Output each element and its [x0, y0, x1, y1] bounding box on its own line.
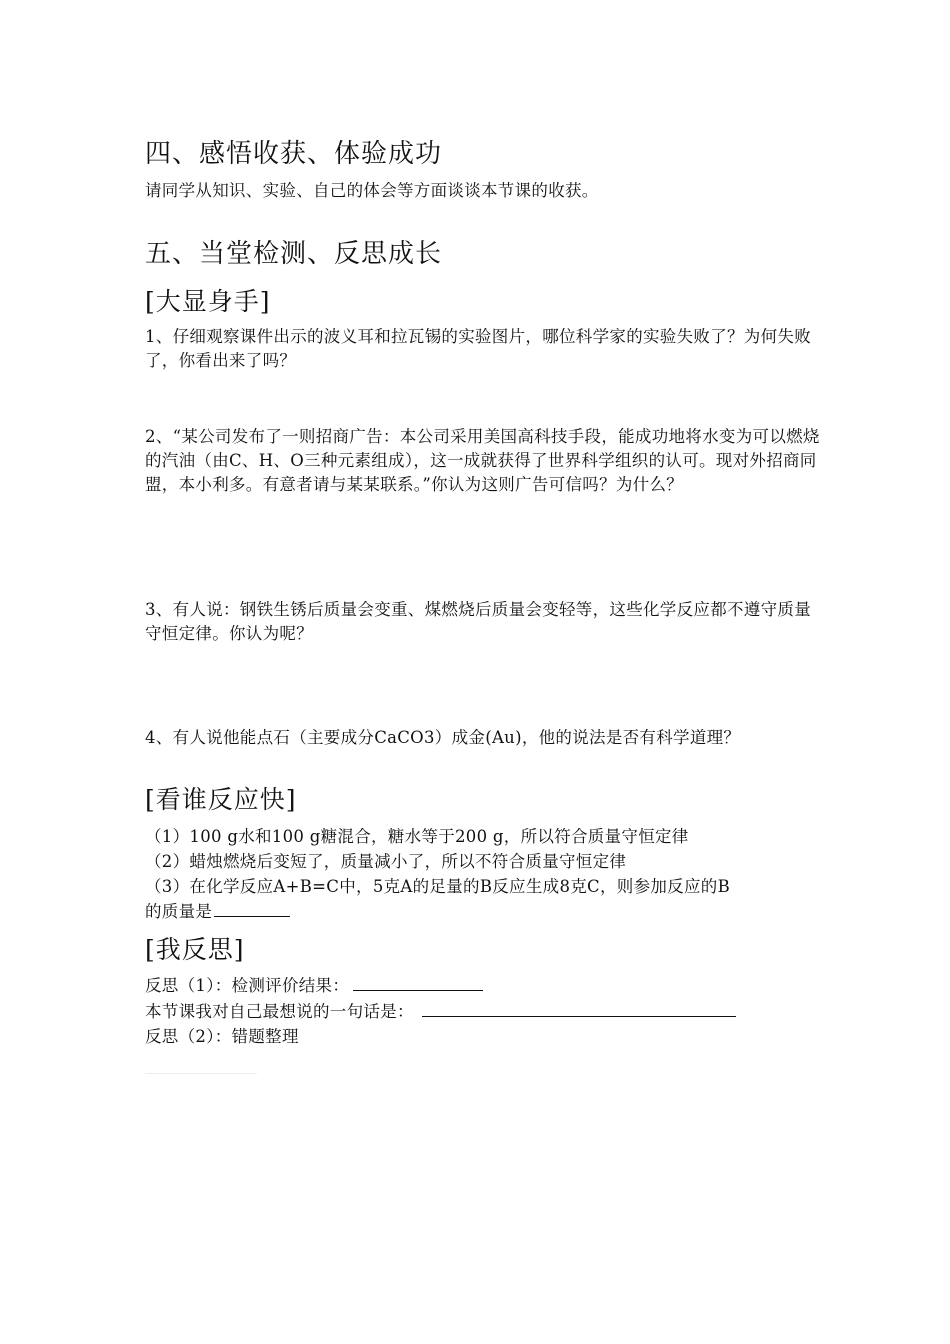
evaluation-result-blank[interactable] — [353, 974, 483, 991]
section5-heading: 五、当堂检测、反思成长 — [145, 239, 443, 269]
one-sentence-blank[interactable] — [422, 1000, 736, 1017]
quick-item-1: （1）100 g水和100 g糖混合，糖水等于200 g，所以符合质量守恒定律 — [145, 827, 689, 846]
dxss-heading: [大显身手] — [145, 287, 271, 316]
quick-item-3-line1: （3）在化学反应A+B=C中，5克A的足量的B反应生成8克C，则参加反应的B — [145, 877, 731, 896]
reflection-2: 反思（2）：错题整理 — [145, 1027, 299, 1046]
ksfyk-heading: [看谁反应快] — [145, 785, 297, 814]
section4-heading: 四、感悟收获、体验成功 — [145, 139, 443, 169]
answer-blank-b-mass[interactable] — [214, 900, 290, 917]
quick-item-2: （2）蜡烛燃烧后变短了，质量减小了，所以不符合质量守恒定律 — [145, 852, 627, 871]
reflection-sentence — [145, 998, 736, 1022]
question-1: 1、仔细观察课件出示的波义耳和拉瓦锡的实验图片，哪位科学家的实验失败了？为何失败了，你看出来了吗？ — [145, 327, 811, 370]
question-2: 2、“某公司发布了一则招商广告：本公司采用美国高科技手段，能成功地将水变为可以燃烧的汽油（由C、H、O三种元素组成），这一成就获得了世界科学组织的认可。现对外招商同盟，本小利多。有意者请与某某联系。”你认为这则广告可信吗？为什么？ — [145, 427, 820, 494]
wfs-heading: [我反思] — [145, 935, 245, 964]
reflection-1-label: 反思（1）：检测评价结果： — [145, 976, 350, 995]
faint-divider — [145, 1073, 257, 1074]
quick-item-3-prefix: 的质量是 — [145, 902, 213, 921]
question-4: 4、有人说他能点石（主要成分CaCO3）成金(Au)，他的说法是否有科学道理？ — [145, 728, 741, 747]
quick-item-3-line2 — [145, 898, 290, 922]
reflection-1 — [145, 972, 483, 996]
reflection-sentence-label: 本节课我对自己最想说的一句话是： — [145, 1002, 414, 1021]
section4-text: 请同学从知识、实验、自己的体会等方面谈谈本节课的收获。 — [145, 181, 599, 200]
question-3: 3、有人说：钢铁生锈后质量会变重、煤燃烧后质量会变轻等，这些化学反应都不遵守质量守恒定律。你认为呢？ — [145, 600, 811, 643]
